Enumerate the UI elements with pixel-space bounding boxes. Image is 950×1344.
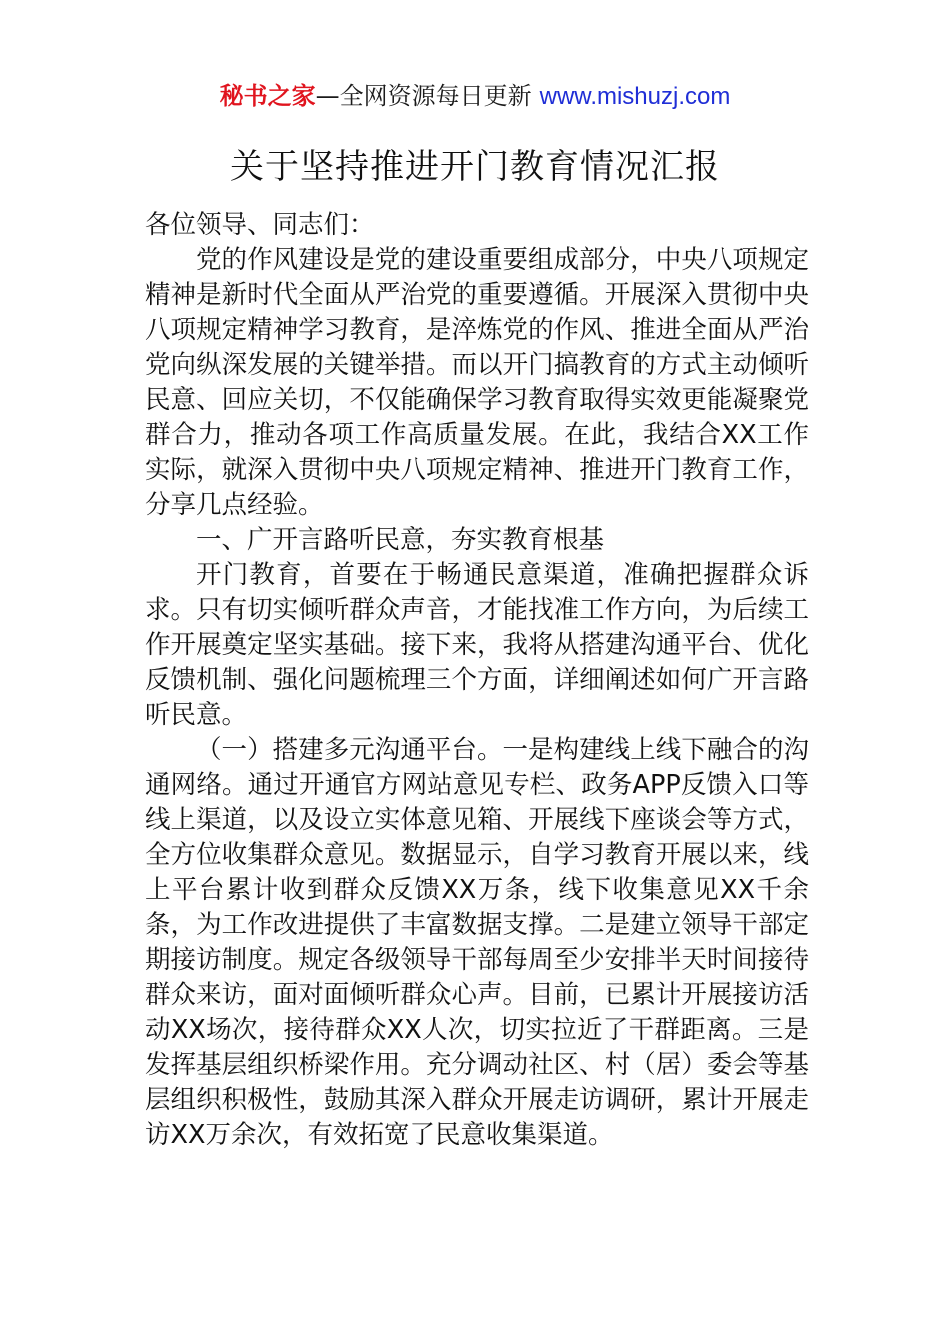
document-body [145,208,809,1153]
site-url-link[interactable]: www.mishuzj.com [539,83,731,110]
site-header [0,80,950,113]
section-heading: 一、广开言路听民意，夯实教育根基 [196,525,605,555]
paragraph-intro: 党的作风建设是党的建设重要组成部分，中央八项规定精神是新时代全面从严治党的重要遵循。开展深入贯彻中央八项规定精神学习教育，是淬炼党的作风、推进全面从严治党向纵深发展的关键举措。而以开门搞教育的方式主动倾听民意、回应关切，不仅能确保学习教育取得实效更能凝聚党群合力，推动各项工作高质量发展。在此，我结合XX工作实际，就深入贯彻中央八项规定精神、推进开门教育工作，分享几点经验。 [145,245,809,520]
paragraph-subsection-1: （一）搭建多元沟通平台。一是构建线上线下融合的沟通网络。通过开通官方网站意见专栏、政务APP反馈入口等线上渠道，以及设立实体意见箱、开展线下座谈会等方式，全方位收集群众意见。数据显示，自学习教育开展以来，线上平台累计收到群众反馈XX万条，线下收集意见XX千余条，为工作改进提供了丰富数据支撑。二是建立领导干部定期接访制度。规定各级领导干部每周至少安排半天时间接待群众来访，面对面倾听群众心声。目前，已累计开展接访活动XX场次，接待群众XX人次，切实拉近了干群距离。三是发挥基层组织桥梁作用。充分调动社区、村（居）委会等基层组织积极性，鼓励其深入群众开展走访调研，累计开展走访XX万余次，有效拓宽了民意收集渠道。 [145,735,809,1150]
paragraph-section-intro: 开门教育，首要在于畅通民意渠道，准确把握群众诉求。只有切实倾听群众声音，才能找准工作方向，为后续工作开展奠定坚实基础。接下来，我将从搭建沟通平台、优化反馈机制、强化问题梳理三个方面，详细阐述如何广开言路听民意。 [145,560,809,730]
site-brand: 秘书之家 [219,82,316,110]
salutation: 各位领导、同志们： [145,210,375,240]
document-title: 关于坚持推进开门教育情况汇报 [230,147,720,187]
site-tagline: —全网资源每日更新 [315,82,532,110]
